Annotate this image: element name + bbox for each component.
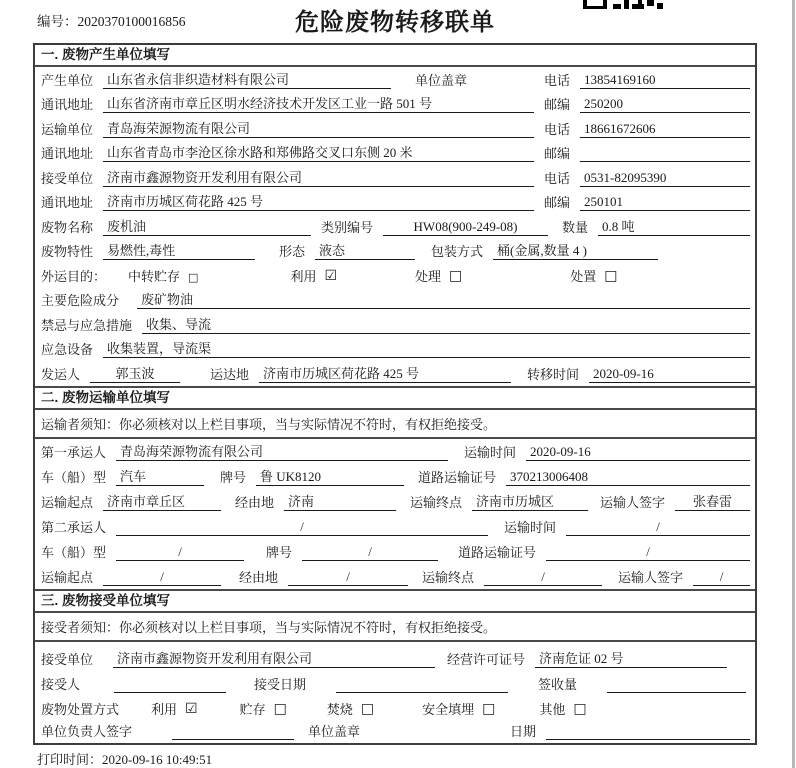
row-route1 — [35, 489, 755, 514]
accept-date-value — [336, 692, 508, 693]
transport-unit-label: 运输单位 — [41, 121, 94, 137]
phone2-label: 电话 — [543, 121, 570, 137]
resp-sign-value — [172, 739, 294, 740]
zip3-value: 250101 — [580, 194, 750, 211]
taboo-label: 禁忌与应急措施 — [41, 317, 133, 333]
scan-edge-line — [792, 0, 795, 768]
date-value — [546, 739, 750, 740]
form-label: 形态 — [279, 244, 306, 259]
purpose-option-transit-storage — [128, 266, 198, 285]
end2-value: / — [484, 569, 602, 586]
dest-label: 运达地 — [210, 366, 250, 382]
page-title: 危险废物转移联单 — [295, 9, 495, 36]
option-label: 利用 — [151, 701, 178, 717]
transfer-time-label: 转移时间 — [527, 366, 580, 382]
manifest-table — [33, 43, 757, 745]
vehicle2-label: 车（船）型 — [41, 544, 107, 560]
quantity-label: 数量 — [562, 219, 589, 235]
row-first-carrier — [35, 439, 755, 464]
row-transporter-address — [35, 141, 755, 166]
disposal-option-landfill — [422, 699, 495, 718]
serial-label: 编号： — [37, 14, 78, 29]
carrier1-label: 第一承运人 — [41, 444, 107, 460]
sign1-label: 运输人签字 — [600, 494, 666, 510]
row-disposal-method — [35, 696, 755, 721]
character-value: 易燃性,毒性 — [103, 240, 255, 260]
addr3-label: 通讯地址 — [41, 195, 94, 210]
date-label: 日期 — [510, 723, 537, 739]
option-label: 焚烧 — [326, 701, 353, 717]
zip1-label: 邮编 — [543, 97, 570, 112]
checkbox-icon: □ — [604, 268, 618, 285]
producer-label: 产生单位 — [41, 72, 94, 88]
row-shipper — [35, 361, 755, 386]
end1-value: 济南市历城区 — [472, 491, 588, 511]
addr1-value: 山东省济南市章丘区明水经济技术开发区工业一路 501 号 — [103, 93, 534, 113]
row-transporter — [35, 116, 755, 141]
phone3-value: 0531-82095390 — [580, 170, 750, 187]
row-receiver-address — [35, 190, 755, 215]
phone2-value: 18661672606 — [580, 121, 750, 138]
road-cert2-value: / — [546, 544, 750, 561]
end2-label: 运输终点 — [422, 569, 475, 585]
section3-header: 三. 废物接受单位填写 — [35, 589, 755, 613]
document-header — [33, 2, 757, 38]
row-transfer-purpose — [35, 263, 755, 288]
row-hazard-component — [35, 288, 755, 313]
accept-unit2-value: 济南市鑫源物资开发利用有限公司 — [113, 648, 435, 668]
row-second-carrier — [35, 514, 755, 539]
option-label: 中转贮存 — [128, 268, 181, 284]
hazard-value: 废矿物油 — [137, 289, 750, 309]
print-time-value: 2020-09-16 10:49:51 — [102, 752, 213, 767]
addr2-value: 山东省青岛市李沧区徐水路和郑佛路交叉口东侧 20 米 — [103, 142, 534, 162]
zip2-label: 邮编 — [543, 146, 570, 161]
row-receiver — [35, 165, 755, 190]
row-waste-name — [35, 214, 755, 239]
section1-header: 一. 废物产生单位填写 — [35, 45, 755, 67]
option-label: 贮存 — [239, 701, 266, 717]
unit-seal-label: 单位盖章 — [415, 72, 468, 88]
transfer-time-value: 2020-09-16 — [589, 366, 750, 383]
waste-name-label: 废物名称 — [41, 219, 94, 235]
addr1-label: 通讯地址 — [41, 97, 94, 112]
plate2-value: / — [302, 544, 438, 561]
carrier1-value: 青岛海荣源物流有限公司 — [116, 441, 448, 461]
character-label: 废物特性 — [41, 244, 94, 259]
transport-unit-value: 青岛海荣源物流有限公司 — [103, 118, 534, 138]
checkbox-checked-icon: ☑ — [185, 701, 198, 718]
row-accept-unit — [35, 642, 755, 671]
plate2-label: 牌号 — [266, 544, 293, 560]
option-label: 安全填埋 — [422, 701, 475, 717]
via1-label: 经由地 — [235, 494, 275, 510]
shipper-value: 郭玉波 — [90, 363, 180, 383]
serial-value: 2020370100016856 — [77, 14, 186, 29]
disposal-option-use — [151, 699, 198, 718]
via2-label: 经由地 — [239, 569, 279, 585]
row-producer — [35, 67, 755, 92]
receiver-value — [114, 692, 226, 693]
packing-label: 包装方式 — [431, 244, 484, 259]
vehicle1-label: 车（船）型 — [41, 469, 107, 485]
origin1-value: 济南市章丘区 — [103, 491, 221, 511]
license-value: 济南危证 02 号 — [535, 648, 727, 668]
row-producer-address — [35, 92, 755, 117]
origin2-value: / — [103, 569, 221, 586]
accept-unit-value: 济南市鑫源物资开发利用有限公司 — [103, 167, 534, 187]
section2-header: 二. 废物运输单位填写 — [35, 386, 755, 410]
hazard-label: 主要危险成分 — [41, 293, 120, 308]
time1-value: 2020-09-16 — [526, 444, 750, 461]
sign1-value: 张春雷 — [675, 491, 750, 511]
origin2-label: 运输起点 — [41, 569, 94, 585]
row-taboo-measures — [35, 312, 755, 337]
end1-label: 运输终点 — [410, 494, 463, 510]
time2-label: 运输时间 — [504, 519, 557, 535]
checkbox-icon: □ — [360, 701, 375, 718]
print-time — [37, 749, 212, 768]
equipment-value: 收集装置，导流渠 — [103, 338, 750, 358]
phone1-value: 13854169160 — [580, 72, 750, 89]
producer-value: 山东省永信非织造材料有限公司 — [103, 69, 391, 89]
category-value: HW08(900-249-08) — [383, 219, 548, 236]
row-emergency-equipment — [35, 337, 755, 362]
license-label: 经营许可证号 — [447, 651, 526, 667]
form-value: 液态 — [315, 240, 415, 260]
checkbox-icon: □ — [573, 701, 587, 718]
shipper-label: 发运人 — [41, 366, 81, 382]
quantity-value: 0.8 吨 — [598, 216, 750, 236]
purpose-option-treat — [415, 266, 462, 285]
disposal-label: 废物处置方式 — [41, 701, 120, 717]
via1-value: 济南 — [284, 491, 396, 511]
unit-seal2-label: 单位盖章 — [308, 723, 361, 739]
receiver-label: 接受人 — [41, 676, 81, 692]
dest-value: 济南市历城区荷花路 425 号 — [259, 363, 511, 383]
row-route2 — [35, 564, 755, 589]
road-cert1-label: 道路运输证号 — [418, 469, 497, 485]
origin1-label: 运输起点 — [41, 494, 94, 510]
print-time-label: 打印时间： — [37, 752, 103, 767]
purpose-option-use — [290, 266, 337, 285]
checkbox-icon: □ — [273, 701, 287, 718]
vehicle2-value: / — [116, 544, 244, 561]
carrier2-value: / — [116, 519, 488, 536]
row-vehicle2 — [35, 539, 755, 564]
sign-qty-value — [607, 692, 746, 693]
disposal-option-incinerate — [327, 699, 374, 718]
via2-value: / — [288, 569, 408, 586]
checkbox-checked-icon: ☑ — [324, 268, 338, 285]
row-waste-character — [35, 239, 755, 264]
row-vehicle1 — [35, 464, 755, 489]
checkbox-icon: □ — [482, 701, 496, 718]
option-label: 利用 — [290, 268, 317, 284]
addr3-value: 济南市历城区荷花路 425 号 — [103, 191, 534, 211]
accept-date-label: 接受日期 — [254, 676, 307, 692]
row-responsible-signature — [35, 721, 755, 743]
section2-body — [35, 410, 755, 589]
time2-value: / — [566, 519, 750, 536]
row-receiver-person — [35, 671, 755, 696]
disposal-option-storage — [240, 699, 287, 718]
carrier2-label: 第二承运人 — [41, 519, 107, 535]
equipment-label: 应急设备 — [41, 342, 94, 357]
accept-unit2-label: 接受单位 — [41, 651, 94, 667]
plate1-label: 牌号 — [220, 469, 247, 485]
category-label: 类别编号 — [321, 219, 374, 235]
zip2-value — [580, 161, 750, 162]
section3-body — [35, 613, 755, 743]
zip3-label: 邮编 — [543, 195, 570, 210]
receiver-notice: 接受者须知：你必须核对以上栏目事项，当与实际情况不符时，有权拒绝接受。 — [35, 613, 755, 642]
zip1-value: 250200 — [580, 96, 750, 113]
packing-value: 桶(金属,数量 4 ) — [493, 240, 658, 260]
waste-name-value: 废机油 — [103, 216, 311, 236]
addr2-label: 通讯地址 — [41, 146, 94, 161]
taboo-value: 收集、导流 — [142, 314, 750, 334]
time1-label: 运输时间 — [464, 444, 517, 460]
road-cert2-label: 道路运输证号 — [458, 544, 537, 560]
plate1-value: 鲁 UK8120 — [256, 466, 404, 486]
accept-unit-label: 接受单位 — [41, 170, 94, 186]
option-label: 处理 — [415, 268, 442, 284]
vehicle1-value: 汽车 — [116, 466, 204, 486]
transporter-notice: 运输者须知：你必须核对以上栏目事项，当与实际情况不符时，有权拒绝接受。 — [35, 410, 755, 439]
option-label: 处置 — [570, 268, 597, 284]
phone1-label: 电话 — [543, 72, 570, 88]
resp-sign-label: 单位负责人签字 — [41, 723, 133, 739]
sign2-label: 运输人签字 — [618, 569, 684, 585]
disposal-option-other — [539, 699, 586, 718]
checkbox-icon: □ — [188, 271, 199, 285]
sign2-value: / — [693, 569, 750, 586]
checkbox-icon: □ — [449, 268, 463, 285]
purpose-option-dispose — [570, 266, 617, 285]
purpose-label: 外运目的： — [41, 268, 107, 284]
phone3-label: 电话 — [543, 170, 570, 186]
sign-qty-label: 签收量 — [538, 676, 578, 692]
option-label: 其他 — [539, 701, 566, 717]
road-cert1-value: 370213006408 — [506, 469, 750, 486]
